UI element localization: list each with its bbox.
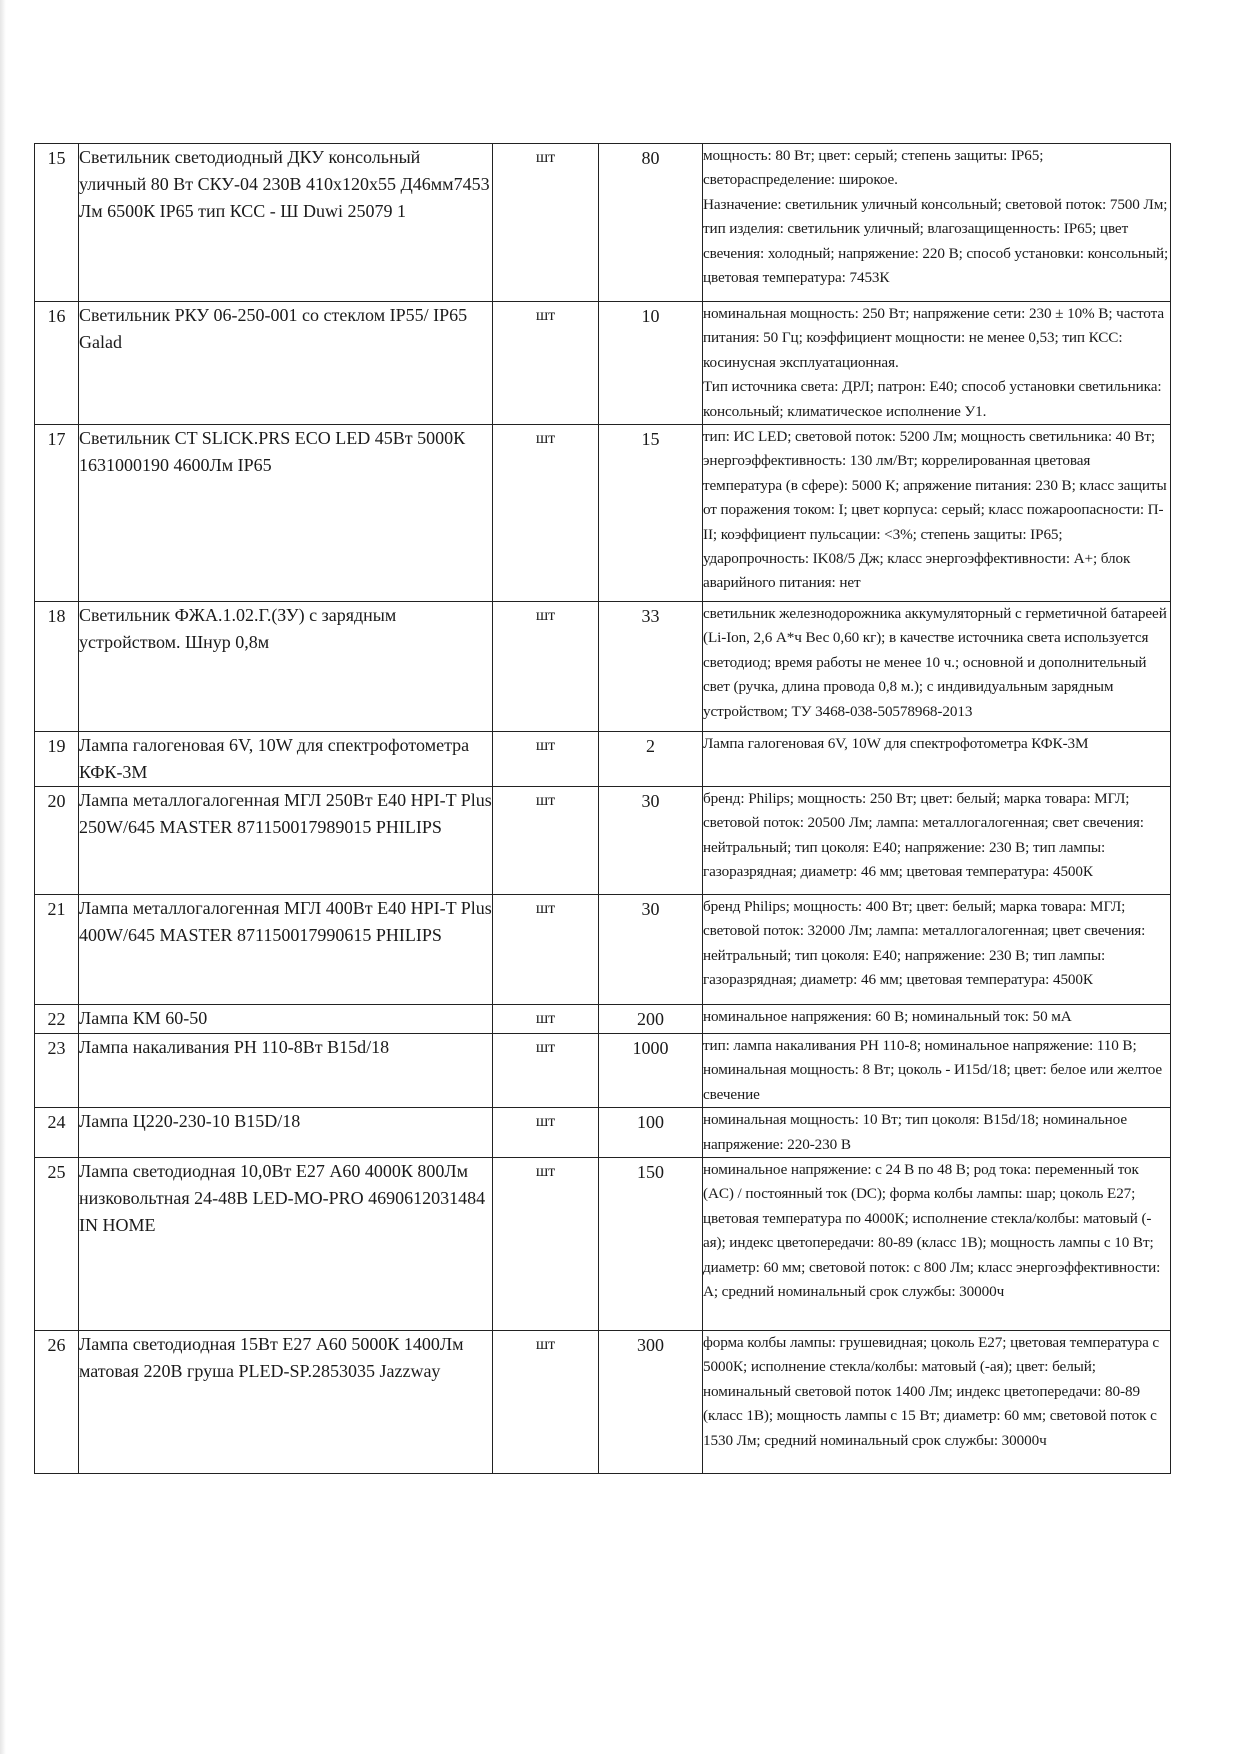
row-number-cell: 18 <box>35 602 79 732</box>
unit-cell: шт <box>493 1034 599 1108</box>
quantity-cell: 33 <box>599 602 703 732</box>
row-number-cell: 22 <box>35 1005 79 1034</box>
description-cell: тип: ИС LED; световой поток: 5200 Лм; мощность светильника: 40 Вт; энергоэффективность: 130 лм/Вт; коррелированная цветовая температура (в сфере): 5000 К; апряжение питания: 230 В; класс защиты от поражения током: I; цвет корпуса: серый; класс пожароопасности: П-II; коэффициент пульсации: <3%; степень защиты: IP65; ударопрочность: IK08/5 Дж; класс энергоэффективности: А+; блок аварийного питания: нет <box>703 425 1171 602</box>
unit-cell: шт <box>493 1005 599 1034</box>
quantity-cell: 300 <box>599 1331 703 1474</box>
row-number-cell: 26 <box>35 1331 79 1474</box>
item-name-cell: Светильник ФЖА.1.02.Г.(ЗУ) с зарядным устройством. Шнур 0,8м <box>79 602 493 732</box>
row-number-cell: 20 <box>35 787 79 895</box>
table-row <box>35 1158 1171 1331</box>
unit-cell: шт <box>493 144 599 302</box>
quantity-cell: 1000 <box>599 1034 703 1108</box>
item-name-cell: Светильник светодиодный ДКУ консольный уличный 80 Вт СКУ-04 230В 410х120х55 Д46мм7453 Лм 6500К IP65 тип КСС - Ш Duwi 25079 1 <box>79 144 493 302</box>
quantity-cell: 200 <box>599 1005 703 1034</box>
table-row <box>35 602 1171 732</box>
specification-table <box>34 143 1171 1474</box>
row-number-cell: 16 <box>35 302 79 425</box>
row-number-cell: 17 <box>35 425 79 602</box>
unit-cell: шт <box>493 1331 599 1474</box>
quantity-cell: 80 <box>599 144 703 302</box>
row-number-cell: 23 <box>35 1034 79 1108</box>
quantity-cell: 15 <box>599 425 703 602</box>
unit-cell: шт <box>493 1158 599 1331</box>
quantity-cell: 30 <box>599 787 703 895</box>
unit-cell: шт <box>493 1108 599 1158</box>
unit-cell: шт <box>493 895 599 1005</box>
description-cell: форма колбы лампы: грушевидная; цоколь Е27; цветовая температура с 5000К; исполнение стекла/колбы: матовый (-ая); цвет: белый; номинальный световой поток 1400 Лм; индекс цветопередачи: 80-89 (класс 1В); мощность лампы с 15 Вт; диаметр: 60 мм; световой поток с 1530 Лм; средний номинальный срок службы: 30000ч <box>703 1331 1171 1474</box>
description-cell: Лампа галогеновая 6V, 10W для спектрофотометра КФК-3М <box>703 732 1171 787</box>
table-row <box>35 895 1171 1005</box>
table-row <box>35 144 1171 302</box>
row-number-cell: 24 <box>35 1108 79 1158</box>
quantity-cell: 10 <box>599 302 703 425</box>
description-cell: номинальная мощность: 10 Вт; тип цоколя: B15d/18; номинальное напряжение: 220-230 В <box>703 1108 1171 1158</box>
row-number-cell: 25 <box>35 1158 79 1331</box>
table-row <box>35 302 1171 425</box>
quantity-cell: 100 <box>599 1108 703 1158</box>
table-row <box>35 787 1171 895</box>
description-cell: тип: лампа накаливания РН 110-8; номинальное напряжение: 110 В; номинальная мощность: 8 Вт; цоколь - И15d/18; цвет: белое или желтое свечение <box>703 1034 1171 1108</box>
table-row <box>35 425 1171 602</box>
unit-cell: шт <box>493 302 599 425</box>
table-row <box>35 1005 1171 1034</box>
item-name-cell: Лампа Ц220-230-10 B15D/18 <box>79 1108 493 1158</box>
quantity-cell: 30 <box>599 895 703 1005</box>
item-name-cell: Светильник РКУ 06-250-001 со стеклом IP55/ IP65 Galad <box>79 302 493 425</box>
specification-table-body <box>35 144 1171 1474</box>
quantity-cell: 150 <box>599 1158 703 1331</box>
item-name-cell: Лампа КМ 60-50 <box>79 1005 493 1034</box>
item-name-cell: Лампа металлогалогенная МГЛ 400Вт Е40 HPI-T Plus 400W/645 MASTER 871150017990615 PHILIPS <box>79 895 493 1005</box>
row-number-cell: 19 <box>35 732 79 787</box>
description-cell: бренд Philips; мощность: 400 Вт; цвет: белый; марка товара: МГЛ; световой поток: 32000 Лм; лампа: металлогалогенная; цвет свечения: нейтральный; тип цоколя: Е40; напряжение: 230 В; тип лампы: газоразрядная; диаметр: 46 мм; цветовая температура: 4500К <box>703 895 1171 1005</box>
description-cell: бренд: Philips; мощность: 250 Вт; цвет: белый; марка товара: МГЛ; световой поток: 20500 Лм; лампа: металлогалогенная; свет свечения: нейтральный; тип цоколя: Е40; напряжение: 230 В; тип лампы: газоразрядная; диаметр: 46 мм; цветовая температура: 4500К <box>703 787 1171 895</box>
unit-cell: шт <box>493 732 599 787</box>
description-cell: светильник железнодорожника аккумуляторный с герметичной батареей (Li-Ion, 2,6 А*ч Вес 0,60 кг); в качестве источника света используется светодиод; время работы не менее 10 ч.; основной и дополнительный свет (ручка, длина провода 0,8 м.); с индивидуальным зарядным устройством; ТУ 3468-038-50578968-2013 <box>703 602 1171 732</box>
unit-cell: шт <box>493 425 599 602</box>
unit-cell: шт <box>493 787 599 895</box>
item-name-cell: Светильник CT SLICK.PRS ECO LED 45Вт 5000К 1631000190 4600Лм IP65 <box>79 425 493 602</box>
row-number-cell: 15 <box>35 144 79 302</box>
table-row <box>35 732 1171 787</box>
item-name-cell: Лампа галогеновая 6V, 10W для спектрофотометра КФК-3М <box>79 732 493 787</box>
page-edge-shadow <box>0 0 6 1754</box>
item-name-cell: Лампа металлогалогенная МГЛ 250Вт Е40 HPI-T Plus 250W/645 MASTER 871150017989015 PHILIPS <box>79 787 493 895</box>
table-row <box>35 1331 1171 1474</box>
item-name-cell: Лампа светодиодная 15Вт Е27 А60 5000К 1400Лм матовая 220В груша PLED-SP.2853035 Jazzway <box>79 1331 493 1474</box>
table-row <box>35 1034 1171 1108</box>
table-row <box>35 1108 1171 1158</box>
row-number-cell: 21 <box>35 895 79 1005</box>
description-cell: номинальное напряжение: с 24 В по 48 В; род тока: переменный ток (AC) / постоянный ток (DC); форма колбы лампы: шар; цоколь Е27; цветовая температура по 4000К; исполнение стекла/колбы: матовый (-ая); индекс цветопередачи: 80-89 (класс 1В); мощность лампы с 10 Вт; диаметр: 60 мм; световой поток: с 800 Лм; класс энергоэффективности: А; средний номинальный срок службы: 30000ч <box>703 1158 1171 1331</box>
item-name-cell: Лампа накаливания РН 110-8Вт B15d/18 <box>79 1034 493 1108</box>
description-cell: мощность: 80 Вт; цвет: серый; степень защиты: IP65; светораспределение: широкое. Назначение: светильник уличный консольный; световой поток: 7500 Лм; тип изделия: светильник уличный; влагозащищенность: IP65; цвет свечения: холодный; напряжение: 220 В; способ установки: консольный; цветовая температура: 7453К <box>703 144 1171 302</box>
description-cell: номинальная мощность: 250 Вт; напряжение сети: 230 ± 10% В; частота питания: 50 Гц; коэффициент мощности: не менее 0,53; тип КСС: косинусная эксплуатационная. Тип источника света: ДРЛ; патрон: Е40; способ установки светильника: консольный; климатическое исполнение У1. <box>703 302 1171 425</box>
unit-cell: шт <box>493 602 599 732</box>
quantity-cell: 2 <box>599 732 703 787</box>
description-cell: номинальное напряжения: 60 В; номинальный ток: 50 мА <box>703 1005 1171 1034</box>
item-name-cell: Лампа светодиодная 10,0Вт Е27 А60 4000К 800Лм низковольтная 24-48В LED-MO-PRO 4690612031484 IN HOME <box>79 1158 493 1331</box>
